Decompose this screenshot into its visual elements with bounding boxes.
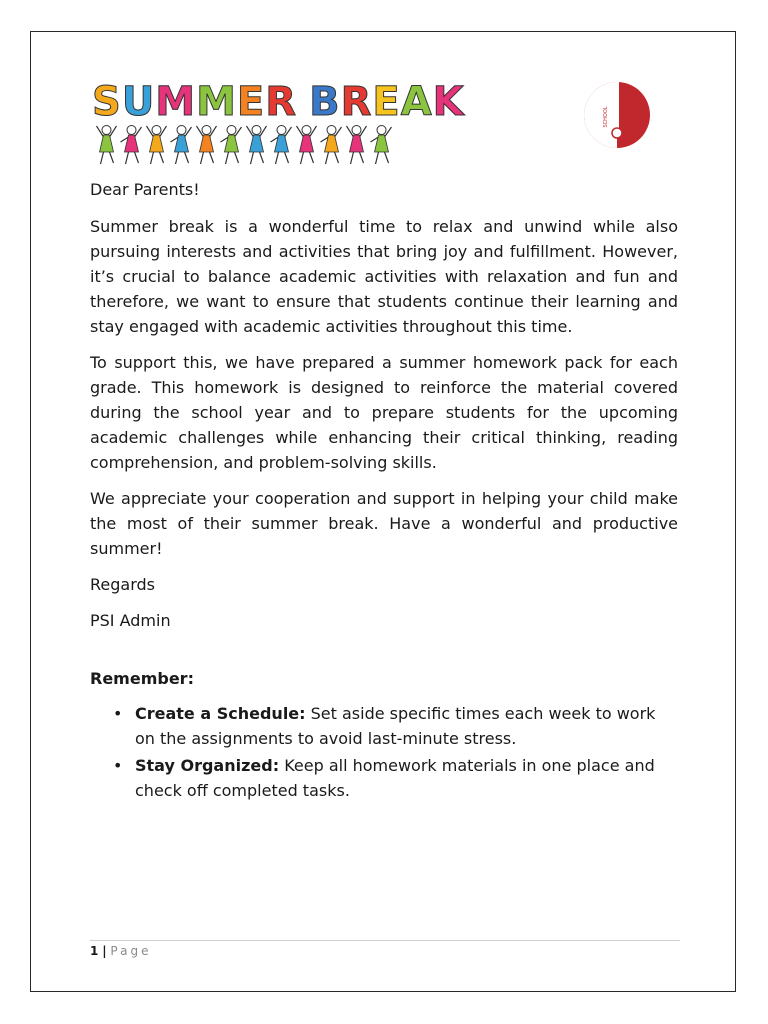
kid-figure xyxy=(197,126,217,165)
tips-list xyxy=(90,701,678,803)
closing: Regards xyxy=(90,575,155,594)
kid-figure xyxy=(321,126,342,165)
footer-separator: | xyxy=(102,944,107,958)
banner-letter: R xyxy=(265,79,298,125)
page-number: 1 xyxy=(90,944,99,958)
banner-letter: K xyxy=(432,79,465,125)
kid-figure xyxy=(97,126,117,165)
tip-title: Create a Schedule: xyxy=(135,704,306,723)
bullet-icon: • xyxy=(113,704,123,723)
tip-text: Set aside specific times each week to work on the assignments to avoid last-minute stress. xyxy=(135,704,656,748)
summer-break-banner xyxy=(92,79,465,166)
banner-letter: E xyxy=(372,79,401,125)
banner-letter: A xyxy=(400,79,433,125)
remember-heading: Remember: xyxy=(90,669,194,688)
kid-figure xyxy=(121,126,142,165)
kid-figure xyxy=(347,126,367,165)
letter-body xyxy=(90,177,678,805)
banner-letter: B xyxy=(309,79,341,125)
banner-letter: M xyxy=(196,79,237,125)
list-item xyxy=(113,753,678,803)
kid-figure xyxy=(371,126,392,165)
tip-text: Keep all homework materials in one place and check off completed tasks. xyxy=(135,756,655,800)
kid-figure xyxy=(171,126,192,165)
banner-letter: R xyxy=(340,79,373,125)
paragraph-thanks: We appreciate your cooperation and support in helping your child make the most of their summer break. Have a wonderful and productive summer! xyxy=(90,489,678,558)
banner-letter: M xyxy=(155,79,197,125)
kid-figure xyxy=(247,126,267,165)
banner-letter: E xyxy=(236,79,266,125)
kid-figure xyxy=(147,126,167,165)
page-footer xyxy=(90,943,151,959)
signature: PSI Admin xyxy=(90,611,171,630)
tip-title: Stay Organized: xyxy=(135,756,280,775)
page-label: Page xyxy=(110,944,152,958)
banner-title xyxy=(92,80,465,124)
kid-figure xyxy=(297,126,317,165)
kid-figure xyxy=(271,126,292,165)
greeting: Dear Parents! xyxy=(90,180,200,199)
paragraph-homework: To support this, we have prepared a summer homework pack for each grade. This homework is designed to reinforce the material covered during the school year and to prepare students for the upcoming academic challenges while enhancing their critical thinking, reading comprehension, and problem-solving skills. xyxy=(90,353,678,472)
footer-divider xyxy=(90,940,680,941)
banner-letter: U xyxy=(121,79,156,125)
school-logo xyxy=(583,81,651,149)
paragraph-intro: Summer break is a wonderful time to relax and unwind while also pursuing interests and activities that bring joy and fulfillment. However, it’s crucial to balance academic activities with relaxation and fun and therefore, we want to ensure that students continue their learning and stay engaged with academic activities throughout this time. xyxy=(90,217,678,336)
dancing-kids-illustration xyxy=(92,122,402,168)
logo-text: SCHOOL xyxy=(603,106,609,128)
list-item xyxy=(113,701,678,751)
bullet-icon: • xyxy=(113,756,123,775)
banner-letter: S xyxy=(92,79,122,125)
kid-figure xyxy=(221,126,242,165)
